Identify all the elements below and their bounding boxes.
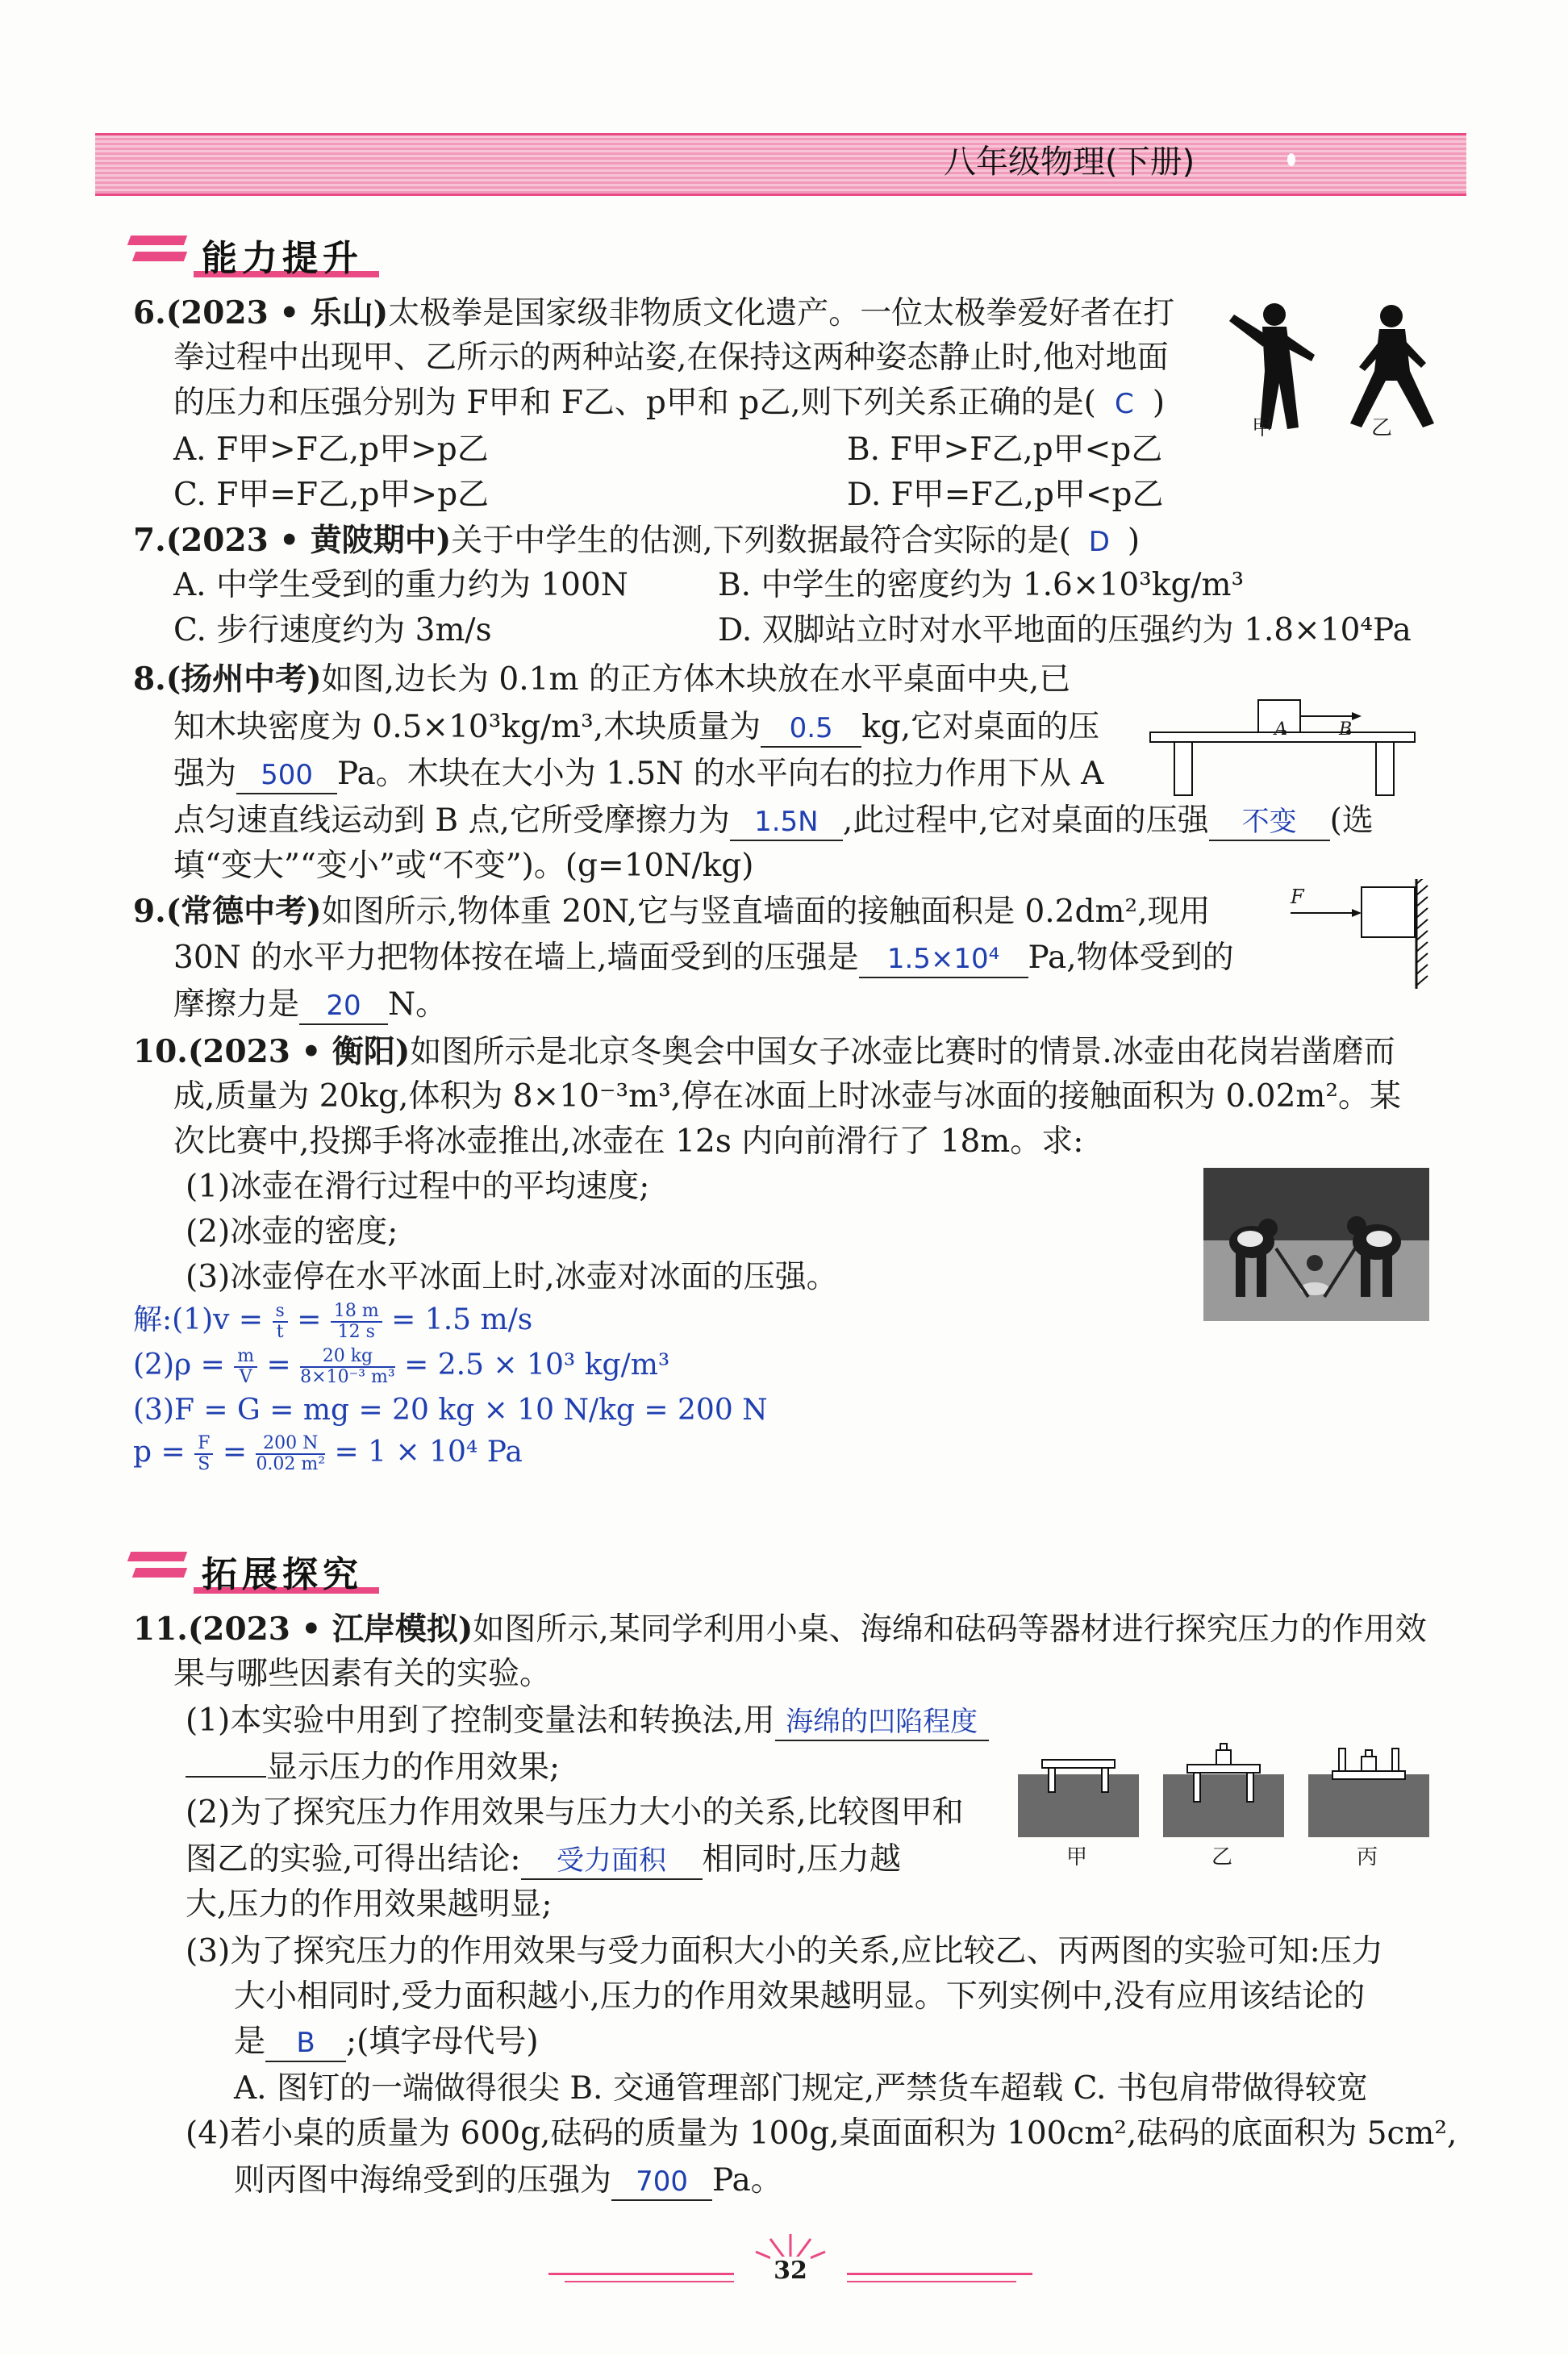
- solution-fraction: [256, 1434, 325, 1474]
- solution-text: = 2.5 × 10³ kg/m³: [394, 1348, 670, 1382]
- q11-part-2b: [186, 1839, 901, 1881]
- q11-part-3c: [234, 2021, 539, 2063]
- solution-text: =: [287, 1303, 331, 1336]
- q6-figure-label-yi: 乙: [1371, 416, 1393, 440]
- q10-text: 如图所示是北京冬奥会中国女子冰壶比赛时的情景.冰壶由花岗岩凿磨而: [410, 1034, 1395, 1070]
- q6-option-b: B. F甲>F乙,p甲<p乙: [847, 431, 1163, 468]
- q11-answer-1: 海绵的凹陷程度: [775, 1704, 989, 1741]
- solution-text: =: [257, 1348, 301, 1382]
- q11-part-1b: [186, 1747, 560, 1789]
- q8-text: (选: [1329, 802, 1374, 839]
- q11-text: (1)本实验中用到了控制变量法和转换法,用: [186, 1703, 775, 1739]
- solution-fraction: [331, 1302, 382, 1342]
- section-bar-icon: [127, 1552, 187, 1561]
- section-extension: [129, 1540, 419, 1597]
- q11-text: Pa。: [712, 2162, 782, 2199]
- q8-figure-table: [1145, 694, 1420, 798]
- q10-photo-curling: [1203, 1168, 1429, 1321]
- q8-text: 强为: [173, 756, 237, 792]
- solution-fraction: [234, 1347, 257, 1387]
- solution-text: =: [213, 1436, 256, 1469]
- q11-source: 11.(2023 • 江岸模拟): [133, 1611, 473, 1648]
- q11-text: 是: [234, 2024, 266, 2060]
- q9-text: N。: [388, 986, 448, 1023]
- q7-option-d: D. 双脚站立时对水平地面的压强约为 1.8×10⁴Pa: [718, 612, 1412, 648]
- q8-answer-friction: 1.5N: [730, 804, 843, 841]
- q11-line-2: 果与哪些因素有关的实验。: [173, 1656, 552, 1692]
- q6-text: 太极拳是国家级非物质文化遗产。一位太极拳爱好者在打: [388, 295, 1175, 331]
- q7-option-c: C. 步行速度约为 3m/s: [173, 612, 492, 648]
- q8-line-4: [173, 800, 1374, 842]
- fraction-numerator: 20 kg: [300, 1347, 395, 1368]
- q9-answer-friction: 20: [299, 988, 388, 1025]
- q11-answer-1-continuation: [186, 1776, 266, 1778]
- q7-option-a: A. 中学生受到的重力约为 100N: [173, 567, 628, 603]
- q10-solution-3: (3)F = G = mg = 20 kg × 10 N/kg = 200 N: [133, 1394, 768, 1427]
- fraction-denominator: V: [239, 1367, 252, 1387]
- q11-figure-label-yi: 乙: [1211, 1845, 1233, 1869]
- q6-option-c: C. F甲=F乙,p甲>p乙: [173, 477, 490, 513]
- q6-source: 6.(2023 • 乐山): [133, 294, 389, 331]
- q11-text: 如图所示,某同学利用小桌、海绵和砝码等器材进行探究压力的作用效: [473, 1611, 1427, 1648]
- q7-source: 7.(2023 • 黄陂期中): [133, 522, 452, 559]
- q8-answer-pressure: 500: [236, 757, 337, 794]
- q8-line-2: [173, 706, 1099, 748]
- fraction-numerator: F: [194, 1434, 213, 1455]
- q9-line-3: [173, 984, 447, 1026]
- q11-part-3-options: A. 图钉的一端做得很尖 B. 交通管理部门规定,严禁货车超载 C. 书包肩带做得较宽: [234, 2070, 1368, 2107]
- q6-line-1: [133, 292, 1174, 335]
- solution-text: = 1.5 m/s: [382, 1303, 533, 1336]
- q11-part-3a: (3)为了探究压力的作用效果与受力面积大小的关系,应比较乙、丙两图的实验可知:压力: [186, 1933, 1383, 1969]
- q8-line-5: 填“变大”“变小”或“不变”)。(g=10N/kg): [173, 848, 754, 884]
- section-bar-icon: [132, 1568, 187, 1578]
- q6-line-3: [173, 382, 1165, 425]
- q10-line-1: [133, 1031, 1395, 1073]
- q11-part-3b: 大小相同时,受力面积越小,压力的作用效果越明显。下列实例中,没有应用该结论的: [234, 1978, 1366, 2015]
- solution-text: p =: [133, 1436, 195, 1469]
- q9-source: 9.(常德中考): [133, 893, 322, 930]
- q7-line-1: [133, 519, 1140, 563]
- fraction-numerator: m: [234, 1347, 257, 1368]
- footer-line-left: [565, 2281, 734, 2282]
- fraction-denominator: S: [198, 1454, 211, 1474]
- q6-paren: ): [1152, 385, 1166, 421]
- q11-text: 图乙的实验,可得出结论:: [186, 1841, 521, 1878]
- fraction-denominator: t: [276, 1322, 284, 1342]
- q7-answer: D: [1088, 526, 1110, 558]
- q9-figure-label-f: F: [1291, 886, 1304, 908]
- q9-text: 30N 的水平力把物体按在墙上,墙面受到的压强是: [173, 940, 859, 976]
- q11-part-4b: [234, 2160, 782, 2202]
- q7-text: 关于中学生的估测,下列数据最符合实际的是(: [451, 523, 1071, 559]
- q11-text: ;(填字母代号): [346, 2024, 539, 2060]
- q9-answer-pressure: 1.5×10⁴: [859, 941, 1028, 978]
- q11-part-2d: 大,压力的作用效果越明显;: [186, 1886, 553, 1923]
- q8-text: kg,它对桌面的压: [861, 709, 1100, 745]
- q10-solution-1: [133, 1300, 532, 1342]
- q8-line-3: [173, 753, 1103, 795]
- section-bar-icon: [132, 252, 187, 261]
- fraction-denominator: 0.02 m²: [256, 1454, 326, 1474]
- q11-text: 相同时,压力越: [702, 1841, 901, 1878]
- q10-part-2: (2)冰壶的密度;: [186, 1214, 398, 1250]
- q9-figure-wall: [1282, 879, 1444, 992]
- solution-fraction: [194, 1434, 213, 1474]
- q11-figure-sponges: [1018, 1718, 1437, 1847]
- q8-line-1: [133, 658, 1070, 701]
- q9-line-1: [133, 890, 1210, 933]
- solution-text: = 1 × 10⁴ Pa: [325, 1436, 523, 1469]
- section-bar-icon: [127, 235, 187, 245]
- solution-fraction: [273, 1302, 288, 1342]
- q10-solution-2: [133, 1345, 669, 1387]
- q6-figure-label-jia: 甲: [1252, 416, 1274, 440]
- q11-part-1a: [186, 1700, 989, 1742]
- q10-part-3: (3)冰壶停在水平冰面上时,冰壶对冰面的压强。: [186, 1259, 838, 1295]
- q11-figure-label-jia: 甲: [1066, 1845, 1088, 1869]
- solution-text: (2)ρ =: [133, 1348, 235, 1382]
- section-title: 拓展探究: [202, 1554, 363, 1595]
- q11-answer-4: 700: [611, 2164, 712, 2201]
- q6-option-d: D. F甲=F乙,p甲<p乙: [847, 477, 1164, 513]
- solution-fraction: [300, 1347, 395, 1387]
- q10-source: 10.(2023 • 衡阳): [133, 1033, 411, 1070]
- footer-line-left: [548, 2273, 734, 2275]
- footer-line-right: [847, 2281, 1016, 2282]
- q8-text: ,此过程中,它对桌面的压强: [842, 802, 1209, 839]
- page-number: 32: [770, 2257, 811, 2285]
- q9-line-2: [173, 937, 1234, 979]
- fraction-denominator: 8×10⁻³ m³: [300, 1367, 395, 1387]
- q11-answer-3: B: [265, 2025, 346, 2062]
- q8-figure-label-a: A: [1274, 719, 1287, 740]
- q8-answer-change: 不变: [1209, 804, 1330, 841]
- fraction-numerator: s: [273, 1302, 288, 1323]
- q11-text: 则丙图中海绵受到的压强为: [234, 2162, 612, 2199]
- section-title: 能力提升: [202, 238, 363, 279]
- q11-figure-label-bing: 丙: [1357, 1845, 1378, 1869]
- q6-line-2: 拳过程中出现甲、乙所示的两种站姿,在保持这两种姿态静止时,他对地面: [173, 340, 1169, 376]
- q6-option-a: A. F甲>F乙,p甲>p乙: [173, 431, 489, 468]
- header-title: 八年级物理(下册): [944, 144, 1195, 181]
- q8-text: 点匀速直线运动到 B 点,它所受摩擦力为: [173, 802, 730, 839]
- section-ability: [129, 224, 419, 281]
- q8-text: 如图,边长为 0.1m 的正方体木块放在水平桌面中央,已: [321, 661, 1071, 698]
- q11-line-1: [133, 1608, 1427, 1651]
- fraction-numerator: 18 m: [331, 1302, 382, 1323]
- q11-part-4a: (4)若小桌的质量为 600g,砝码的质量为 100g,桌面面积为 100cm²,砝码的底面积为 5cm²,: [186, 2115, 1457, 2152]
- q9-text: Pa,物体受到的: [1028, 940, 1234, 976]
- q9-text: 如图所示,物体重 20N,它与竖直墙面的接触面积是 0.2dm²,现用: [321, 894, 1211, 930]
- q8-text: 知木块密度为 0.5×10³kg/m³,木块质量为: [173, 709, 761, 745]
- q8-text: Pa。木块在大小为 1.5N 的水平向右的拉力作用下从 A: [337, 756, 1104, 792]
- q9-text: 摩擦力是: [173, 986, 300, 1023]
- q7-paren: ): [1127, 523, 1141, 559]
- q11-answer-2: 受力面积: [521, 1843, 703, 1880]
- header-dot-icon: [1287, 153, 1295, 166]
- fraction-denominator: 12 s: [337, 1322, 375, 1342]
- q10-part-1: (1)冰壶在滑行过程中的平均速度;: [186, 1169, 650, 1205]
- q11-part-2a: (2)为了探究压力作用效果与压力大小的关系,比较图甲和: [186, 1794, 964, 1831]
- q10-line-3: 次比赛中,投掷手将冰壶推出,冰壶在 12s 内向前滑行了 18m。求:: [173, 1123, 1084, 1160]
- footer-line-right: [847, 2273, 1032, 2275]
- fraction-numerator: 200 N: [256, 1434, 325, 1455]
- q7-option-b: B. 中学生的密度约为 1.6×10³kg/m³: [718, 567, 1245, 603]
- q6-text: 的压力和压强分别为 F甲和 F乙、p甲和 p乙,则下列关系正确的是(: [173, 385, 1096, 421]
- q8-source: 8.(扬州中考): [133, 661, 322, 698]
- q10-line-2: 成,质量为 20kg,体积为 8×10⁻³m³,停在冰面上时冰壶与冰面的接触面积为 0.02m²。某: [173, 1078, 1402, 1115]
- q8-answer-mass: 0.5: [761, 711, 861, 748]
- solution-text: 解:(1)v =: [133, 1303, 273, 1336]
- q11-text: 显示压力的作用效果;: [266, 1749, 561, 1786]
- q6-answer: C: [1114, 388, 1134, 420]
- q8-figure-label-b: B: [1339, 719, 1353, 740]
- header-band: [95, 133, 1466, 196]
- q10-solution-4: [133, 1432, 523, 1474]
